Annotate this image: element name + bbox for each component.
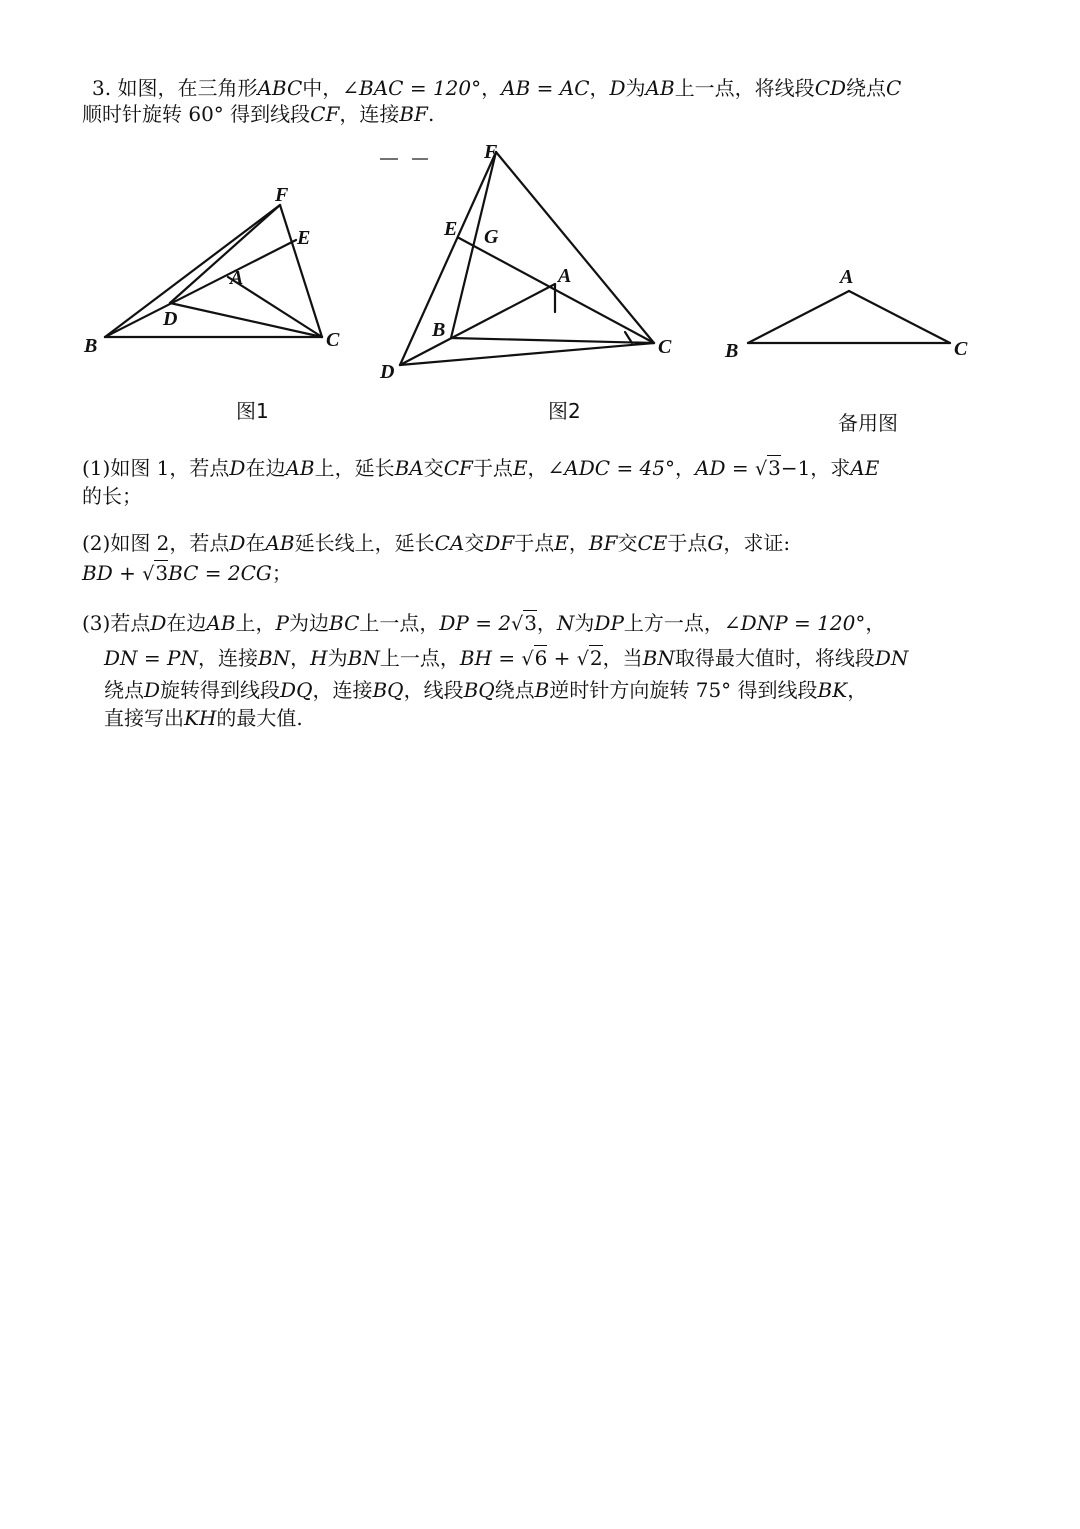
fig1-label-c: C: [326, 329, 340, 351]
spare-caption: 备用图: [838, 411, 898, 435]
fig1-label-f: F: [275, 184, 289, 206]
part2-line-1: (2)如图 2，若点D在AB延长线上，延长CA交DF于点E，BF交CE于点G，求证:: [82, 531, 791, 555]
fig1-label-a: A: [230, 267, 244, 289]
spare-label-a: A: [840, 266, 854, 288]
problem-intro-line-2: 顺时针旋转 60° 得到线段CF，连接BF.: [82, 102, 435, 126]
figures-canvas: [0, 0, 1080, 440]
fig2-caption: 图2: [548, 399, 581, 423]
fig1-label-b: B: [84, 335, 98, 357]
fig2-label-d: D: [380, 361, 395, 383]
part3-line-3: 绕点D旋转得到线段DQ，连接BQ，线段BQ绕点B逆时针方向旋转 75° 得到线段BK，: [104, 678, 868, 702]
part3-line-4: 直接写出KH的最大值.: [104, 706, 303, 730]
fig2-label-c: C: [658, 336, 672, 358]
fig1-caption: 图1: [236, 399, 269, 423]
spare-figure-lines: [748, 291, 950, 343]
part2-line-2: BD + √3BC = 2CG；: [82, 561, 292, 585]
fig1-label-e: E: [297, 227, 311, 249]
fig2-label-b: B: [432, 319, 446, 341]
fig2-label-g: G: [484, 226, 499, 248]
fig2-label-a: A: [558, 265, 572, 287]
fig2-label-f: F: [484, 141, 498, 163]
spare-label-b: B: [725, 340, 739, 362]
angle-bac: ∠BAC = 120°: [342, 76, 482, 100]
part3-line-2: DN = PN，连接BN，H为BN上一点，BH = √6 + √2，当BN取得最大值时，将线段DN: [104, 646, 909, 670]
spare-label-c: C: [954, 338, 968, 360]
part3-line-1: (3)若点D在边AB上，P为边BC上一点，DP = 2√3，N为DP上方一点，∠DNP = 120°，: [82, 611, 886, 635]
part1-line-2: 的长；: [82, 484, 142, 508]
fig1-label-d: D: [163, 308, 178, 330]
figure-1-lines: [105, 205, 322, 337]
problem-intro-line-1: 3. 如图，在三角形ABC中，∠BAC = 120°，AB = AC，D为AB上一点，将线段CD绕点C: [92, 76, 902, 100]
problem-number: 3: [92, 76, 105, 100]
part1-line-1: (1)如图 1，若点D在边AB上，延长BA交CF于点E，∠ADC = 45°，AD = √3−1，求AE: [82, 456, 880, 480]
fig2-label-e: E: [444, 218, 458, 240]
